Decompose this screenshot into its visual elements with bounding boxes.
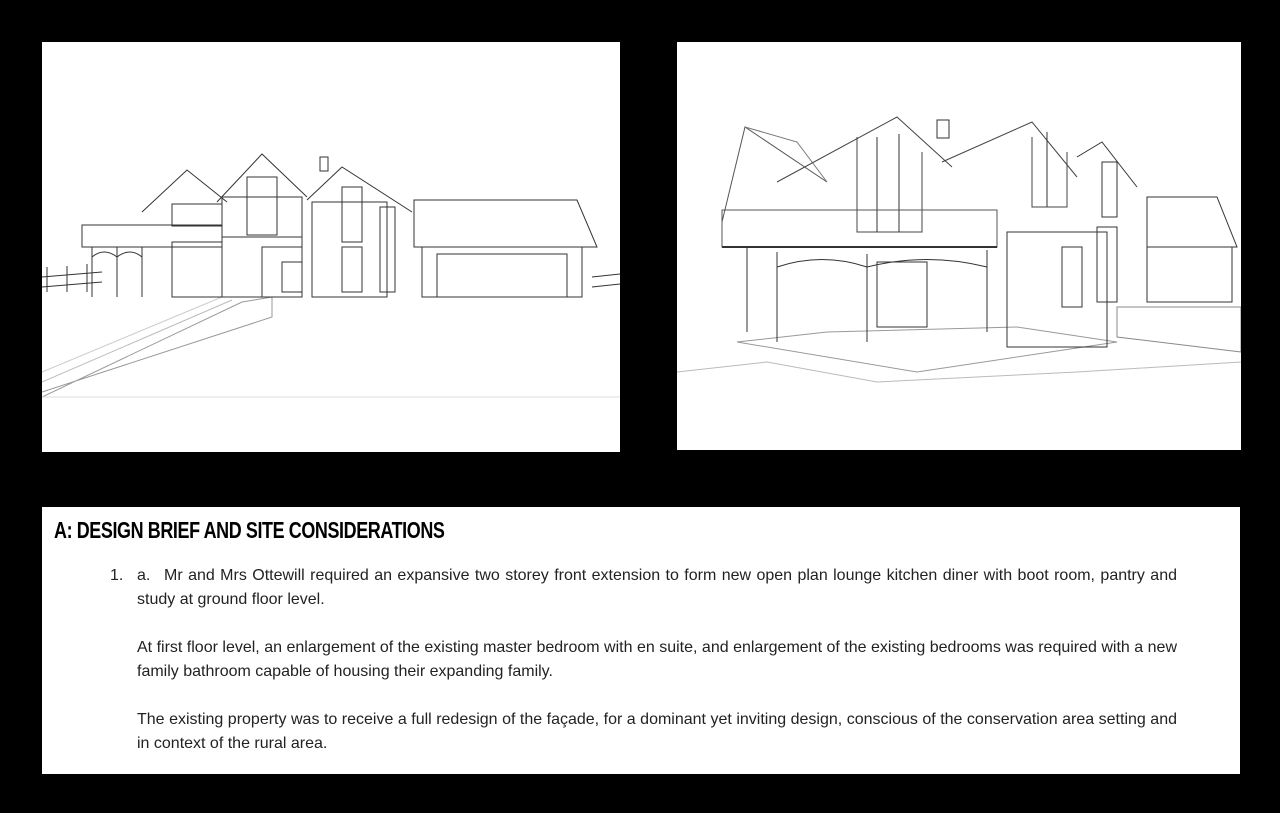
paragraph-ground-floor: Mr and Mrs Ottewill required an expansive two storey front extension to form new open plan lounge kitchen diner with boot room, pantry and study at ground floor level. xyxy=(137,567,1177,608)
design-brief-section xyxy=(42,507,1240,774)
section-heading: A: DESIGN BRIEF AND SITE CONSIDERATIONS xyxy=(54,517,445,543)
perspective-sketch xyxy=(677,42,1241,450)
list-number: 1. xyxy=(110,567,124,584)
paragraph-facade: The existing property was to receive a full redesign of the façade, for a dominant yet inviting design, conscious of the conservation area setting and in context of the rural area. xyxy=(137,711,1177,752)
front-elevation-sketch xyxy=(42,42,620,452)
item-letter: a. xyxy=(137,567,151,584)
paragraph-first-floor: At first floor level, an enlargement of the existing master bedroom with en suite, and enlargement of the existing bedrooms was required with a new family bathroom capable of housing their expanding family. xyxy=(137,639,1177,680)
perspective-image xyxy=(677,42,1241,450)
front-elevation-image xyxy=(42,42,620,452)
